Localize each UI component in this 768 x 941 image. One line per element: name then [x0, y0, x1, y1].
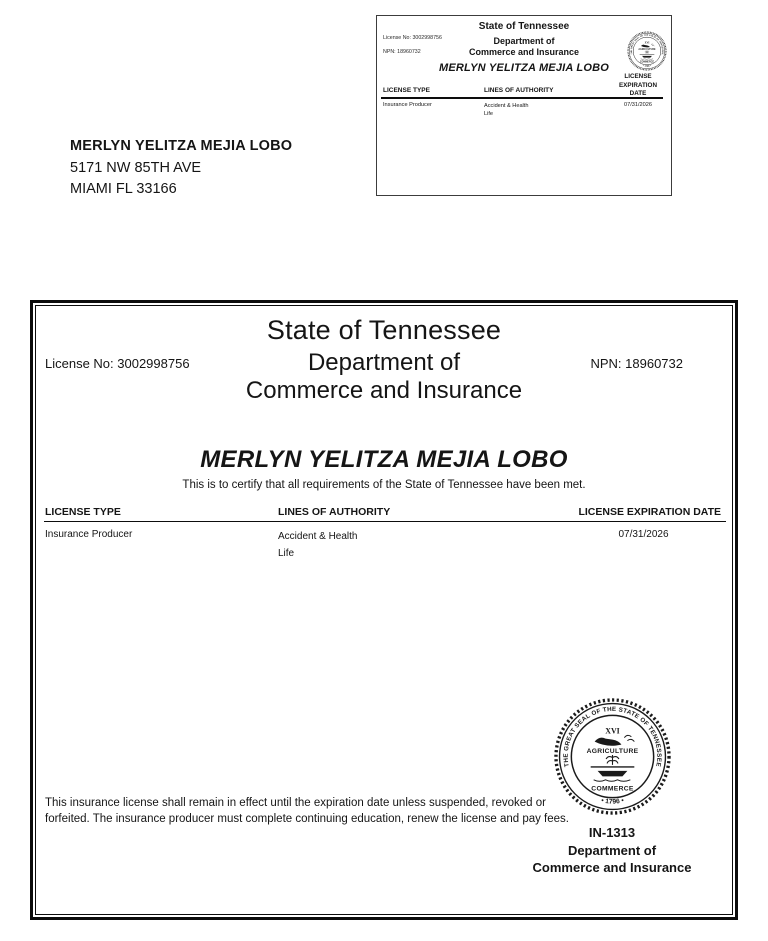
svg-text:AGRICULTURE: AGRICULTURE	[586, 748, 639, 756]
license-certificate	[30, 300, 738, 920]
lines-of-authority-header: LINES OF AUTHORITY	[278, 506, 391, 518]
form-dept-line2: Commerce and Insurance	[532, 860, 692, 875]
authority-line2: Life	[278, 547, 295, 559]
certificate-state-title: State of Tennessee	[266, 315, 502, 345]
card-exp-header-line1: LICENSE	[624, 73, 652, 80]
card-authority-line1: Accident & Health	[484, 102, 529, 109]
address-city-state-zip: MIAMI FL 33166	[70, 181, 177, 197]
card-exp-header-line2: EXPIRATION	[618, 81, 658, 89]
expiration-date-value: 07/31/2026	[618, 529, 669, 540]
certificate-licensee-name: MERLYN YELITZA MEJIA LOBO	[200, 446, 568, 473]
certification-statement: This is to certify that all requirements of the State of Tennessee have been met.	[182, 479, 586, 491]
card-state-title: State of Tennessee	[478, 21, 570, 32]
lines-of-authority-values	[278, 529, 358, 562]
certificate-dept-line2: Commerce and Insurance	[245, 376, 523, 404]
license-type-value: Insurance Producer	[45, 529, 133, 540]
card-license-number: License No: 3002998756	[383, 35, 442, 41]
form-number-block	[492, 824, 732, 877]
license-conditions-text	[45, 795, 645, 827]
form-dept-line1: Department of	[567, 842, 657, 858]
card-lines-of-authority-values	[484, 102, 528, 119]
svg-text:• 1796 •: • 1796 •	[642, 65, 652, 68]
svg-text:THE GREAT SEAL OF THE STATE OF: THE GREAT SEAL OF THE STATE OF TENNESSEE	[630, 34, 664, 55]
address-recipient-name: MERLYN YELITZA MEJIA LOBO	[70, 138, 293, 154]
card-exp-header-line3: DATE	[629, 90, 647, 97]
svg-text:THE GREAT SEAL OF THE STATE OF: THE GREAT SEAL OF THE STATE OF TENNESSEE	[562, 705, 663, 768]
card-dept-line2: Commerce and Insurance	[468, 47, 580, 57]
address-street: 5171 NW 85TH AVE	[70, 159, 202, 176]
svg-text:AGRICULTURE: AGRICULTURE	[638, 48, 656, 51]
license-type-header: LICENSE TYPE	[45, 506, 121, 518]
card-npn-number: NPN: 18960732	[383, 49, 421, 55]
card-dept-line1: Department of	[493, 35, 555, 46]
certificate-npn-number: NPN: 18960732	[590, 356, 683, 371]
svg-text:XVI: XVI	[605, 726, 620, 736]
svg-text:COMMERCE: COMMERCE	[639, 61, 655, 64]
table-header-rule	[44, 521, 726, 523]
svg-text:XVI: XVI	[644, 41, 650, 45]
conditions-line1: This insurance license shall remain in effect until the expiration date unless suspended, revoked or	[45, 797, 546, 809]
conditions-line2: forfeited. The insurance producer must complete continuing education, renew the license and pay fees.	[45, 813, 569, 825]
card-licensee-name: MERLYN YELITZA MEJIA LOBO	[438, 62, 609, 74]
mailing-address-block	[70, 136, 292, 201]
svg-text:COMMERCE: COMMERCE	[591, 785, 634, 793]
card-license-type-header: LICENSE TYPE	[383, 87, 430, 94]
svg-text:• 1796 •: • 1796 •	[600, 797, 625, 806]
card-license-type-value: Insurance Producer	[383, 101, 432, 108]
card-lines-of-authority-header: LINES OF AUTHORITY	[484, 87, 554, 94]
card-expiration-date-value: 07/31/2026	[624, 101, 652, 108]
certificate-dept-line1: Department of	[307, 349, 461, 376]
card-authority-line2: Life	[484, 111, 494, 117]
license-expiration-date-header: LICENSE EXPIRATION DATE	[578, 506, 721, 518]
card-expiration-column-header	[609, 73, 667, 99]
authority-line1: Accident & Health	[278, 531, 358, 542]
certificate-license-number: License No: 3002998756	[45, 356, 190, 371]
card-table-header-rule	[381, 97, 663, 99]
wallet-license-card	[376, 15, 672, 196]
form-number: IN-1313	[588, 825, 636, 840]
